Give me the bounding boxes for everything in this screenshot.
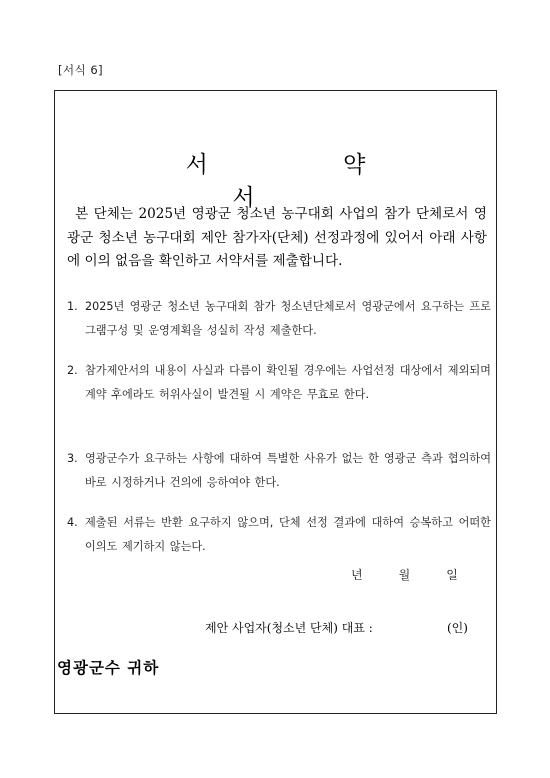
pledge-document <box>54 90 497 714</box>
pledge-item <box>67 295 491 343</box>
pledge-item <box>67 359 491 407</box>
addressee: 영광군수 귀하 <box>57 659 160 677</box>
pledge-item <box>67 511 491 559</box>
pledge-number: 1. <box>67 300 78 313</box>
form-number-label: [서식 6] <box>58 63 104 77</box>
intro-paragraph: 본 단체는 2025년 영광군 청소년 농구대회 사업의 참가 단체로서 영광군 청소년 농구대회 제안 참가자(단체) 선정과정에 있어서 아래 사항에 이의 없음을 확인하고 서약서를 제출합니다. <box>67 206 487 269</box>
pledge-number: 4. <box>67 516 78 529</box>
pledge-text: 참가제안서의 내용이 사실과 다름이 확인될 경우에는 사업선정 대상에서 제외되며 계약 후에라도 허위사실이 발견될 시 계약은 무효로 한다. <box>85 364 491 401</box>
date-year: 년 <box>351 568 363 582</box>
document-title: 서 약 서 <box>185 152 430 211</box>
pledge-item <box>67 447 491 495</box>
date-month: 월 <box>398 568 411 582</box>
pledge-text: 제출된 서류는 반환 요구하지 않으며, 단체 선정 결과에 대하여 승복하고 어떠한 이의도 제기하지 않는다. <box>85 516 491 553</box>
date-line <box>351 566 458 583</box>
signature-label: 제안 사업자(청소년 단체) 대표 : <box>205 621 373 635</box>
pledge-number: 2. <box>67 364 78 377</box>
pledge-text: 영광군수가 요구하는 사항에 대하여 특별한 사유가 없는 한 영광군 측과 협의하여 바로 시정하거나 건의에 응하여야 한다. <box>85 452 491 489</box>
pledge-number: 3. <box>67 452 78 465</box>
seal-mark: (인) <box>447 621 468 635</box>
date-day: 일 <box>446 568 458 582</box>
pledge-text: 2025년 영광군 청소년 농구대회 참가 청소년단체로서 영광군에서 요구하는 프로그램구성 및 운영계획을 성실히 작성 제출한다. <box>85 300 491 337</box>
